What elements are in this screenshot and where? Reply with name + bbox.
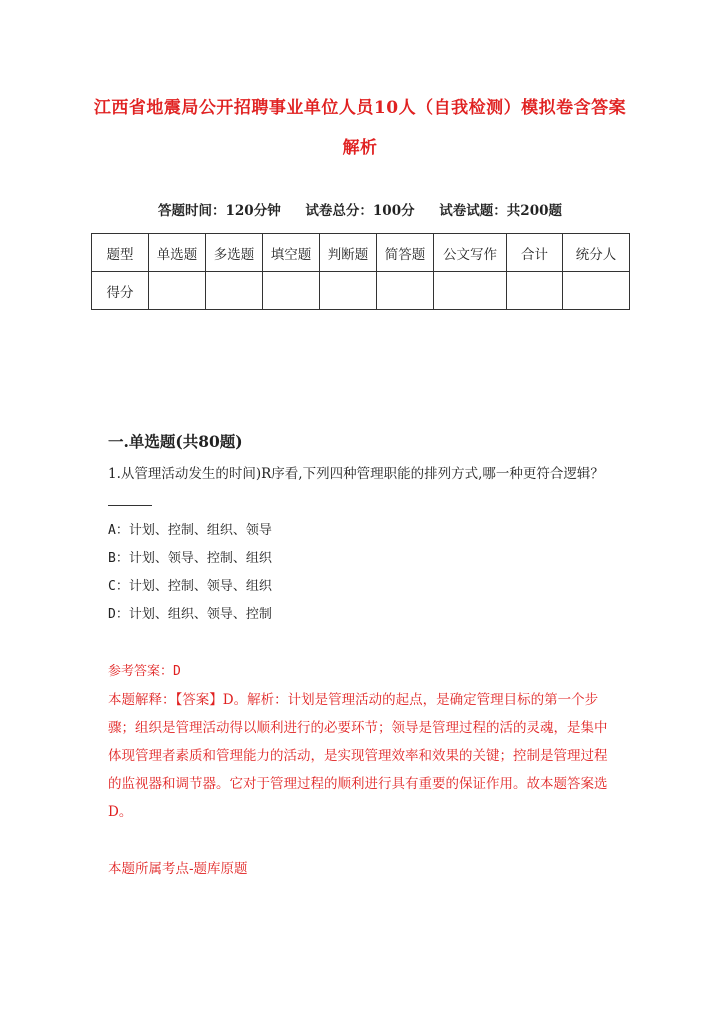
score-header-cell: 判断题 xyxy=(320,234,377,272)
option-c: C：计划、控制、领导、组织 xyxy=(108,579,272,594)
knowledge-point: 本题所属考点-题库原题 xyxy=(108,861,248,877)
exam-time: 答题时间：120分钟 xyxy=(158,203,281,219)
score-cell xyxy=(206,272,263,310)
score-header-cell: 统分人 xyxy=(563,234,630,272)
answer-blank xyxy=(108,491,152,506)
reference-answer: 参考答案：D xyxy=(108,664,181,679)
exam-question-count: 试卷试题：共200题 xyxy=(439,203,562,219)
question-stem-text: 1.从管理活动发生的时间)R序看,下列四种管理职能的排列方式,哪一种更符合逻辑？ xyxy=(108,466,604,482)
score-cell xyxy=(377,272,434,310)
answer-explanation: 本题解释：【答案】D。解析：计划是管理活动的起点，是确定管理目标的第一个步骤；组织是管理活动得以顺利进行的必要环节；领导是管理过程的活的灵魂，是集中体现管理者素质和管理能力的活动，是实现管理效率和效果的关键；控制是管理过程的监视器和调节器。它对于管理过程的顺利进行具有重要的保证作用。故本题答案选D。 xyxy=(108,692,608,820)
score-header-cell: 公文写作 xyxy=(434,234,507,272)
score-header-cell: 合计 xyxy=(507,234,563,272)
exam-total-score: 试卷总分：100分 xyxy=(305,203,415,219)
score-header-cell: 多选题 xyxy=(206,234,263,272)
score-cell xyxy=(563,272,630,310)
exam-meta xyxy=(90,199,630,219)
score-table xyxy=(91,233,630,310)
score-cell xyxy=(149,272,206,310)
score-cell xyxy=(320,272,377,310)
document-title: 江西省地震局公开招聘事业单位人员10人（自我检测）模拟卷含答案解析 xyxy=(93,98,627,158)
option-a: A：计划、控制、组织、领导 xyxy=(108,523,272,538)
option-b: B：计划、领导、控制、组织 xyxy=(108,551,272,566)
score-cell xyxy=(263,272,320,310)
score-header-cell: 填空题 xyxy=(263,234,320,272)
option-d: D：计划、组织、领导、控制 xyxy=(108,607,272,622)
score-header-cell: 题型 xyxy=(92,234,149,272)
score-table-row xyxy=(92,272,630,310)
score-cell xyxy=(507,272,563,310)
score-row-label: 得分 xyxy=(92,272,149,310)
section-heading: 一.单选题(共80题) xyxy=(108,432,243,451)
question-stem xyxy=(108,460,613,516)
score-cell xyxy=(434,272,507,310)
score-header-cell: 简答题 xyxy=(377,234,434,272)
score-header-cell: 单选题 xyxy=(149,234,206,272)
score-table-header-row xyxy=(92,234,630,272)
